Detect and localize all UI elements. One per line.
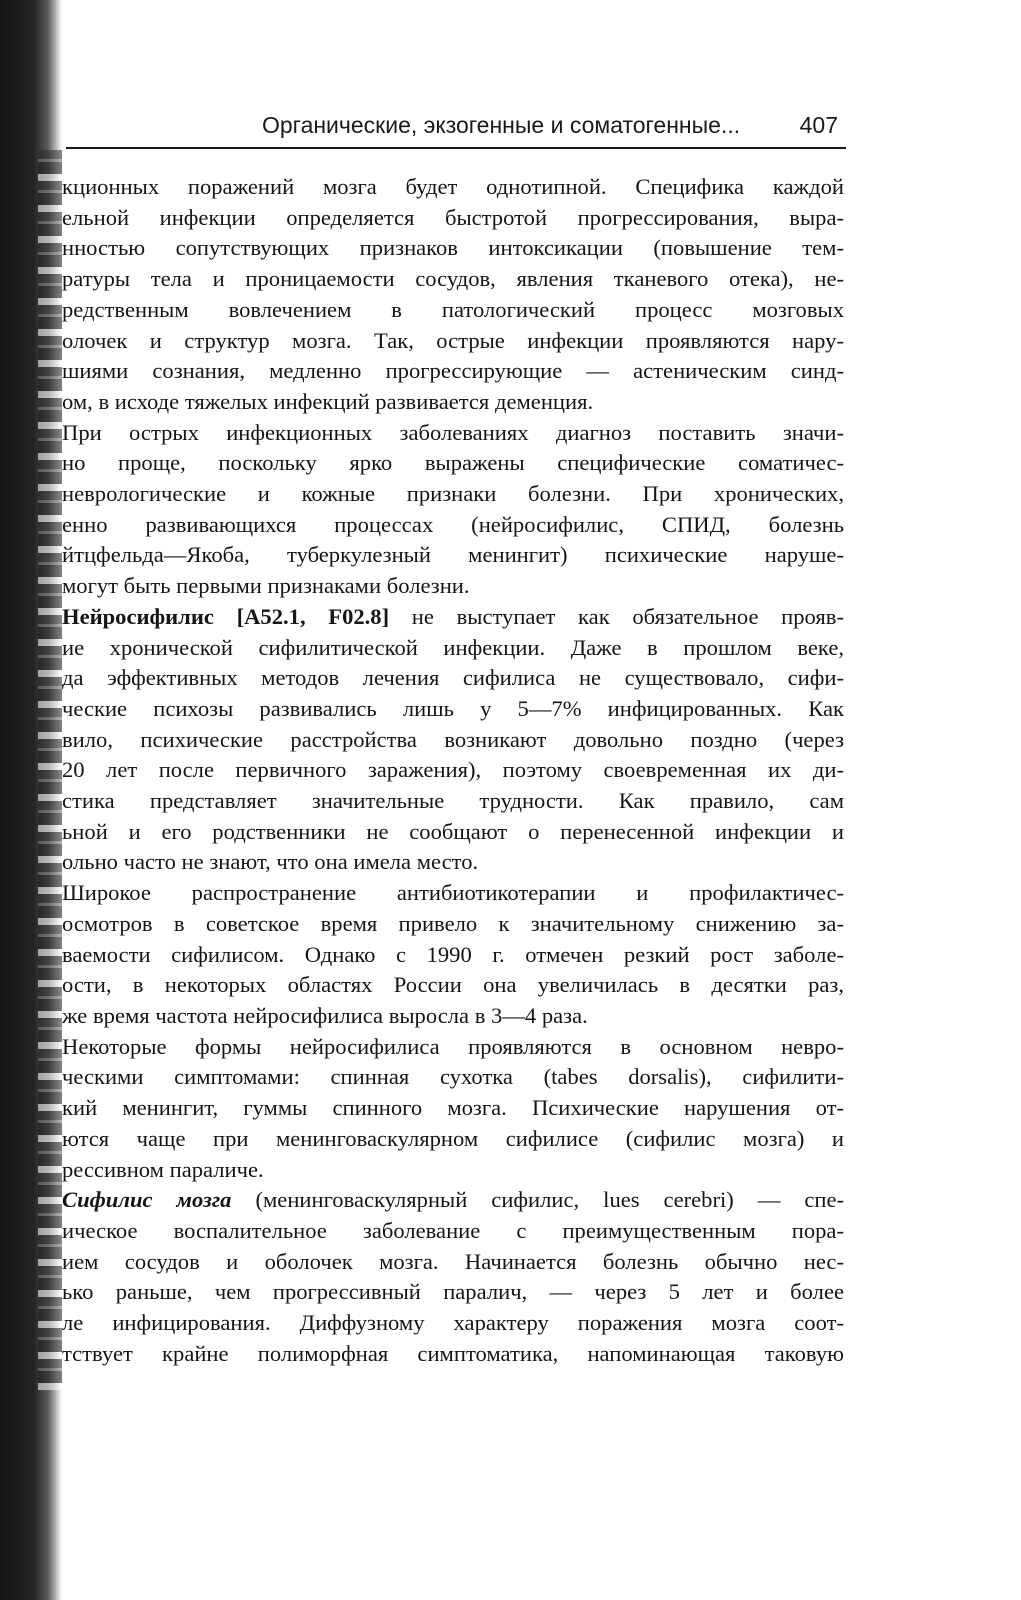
text-line: ьной и его родственники не сообщают о перенесенной инфекции и <box>62 818 844 844</box>
paragraph <box>62 878 844 1032</box>
term-heading-italic: Сифилис мозга <box>62 1187 232 1213</box>
text-line: ратуры тела и проницаемости сосудов, явления тканевого отека), не- <box>62 266 844 292</box>
text-line: ием сосудов и оболочек мозга. Начинается болезнь обычно нес- <box>62 1248 844 1274</box>
text-line: ле инфицирования. Диффузному характеру поражения мозга соот- <box>62 1310 844 1336</box>
text-line: могут быть первыми признаками болезни. <box>62 573 470 599</box>
text-line: осмотров в советское время привело к значительному снижению за- <box>62 910 844 936</box>
paragraph-neurosyphilis <box>62 602 844 878</box>
text-line: ько раньше, чем прогрессивный паралич, — через 5 лет и более <box>62 1279 844 1305</box>
text-line: неврологические и кожные признаки болезни. При хронических, <box>62 481 844 507</box>
text-line: Широкое распространение антибиотикотерапии и профилактичес- <box>62 880 844 906</box>
paragraph <box>62 172 844 418</box>
text-line: При острых инфекционных заболеваниях диагноз поставить значи- <box>62 419 844 445</box>
text-line: вило, психические расстройства возникают довольно поздно (через <box>62 726 844 752</box>
paragraph <box>62 418 844 602</box>
text-line: шиями сознания, медленно прогрессирующие — астеническим синд- <box>62 358 844 384</box>
text-line: енно развивающихся процессах (нейросифилис, СПИД, болезнь <box>62 511 844 537</box>
paragraph-brain-syphilis <box>62 1185 844 1369</box>
text-line: олочек и структур мозга. Так, острые инфекции проявляются нару- <box>62 327 844 353</box>
text-line: 20 лет после первичного заражения), поэтому своевременная их ди- <box>62 757 844 783</box>
text-line: ости, в некоторых областях России она увеличилась в десятки раз, <box>62 972 844 998</box>
text-body <box>62 172 844 1369</box>
text-run: не выступает как обязательное прояв- <box>389 603 844 629</box>
text-line: кционных поражений мозга будет однотипной. Специфика каждой <box>62 174 844 199</box>
text-line: ческие психозы развивались лишь у 5—7% инфицированных. Как <box>62 695 844 721</box>
text-line: кий менингит, гуммы спинного мозга. Психические нарушения от- <box>62 1095 844 1121</box>
text-line: Некоторые формы нейросифилиса проявляются в основном невро- <box>62 1033 844 1059</box>
text-line: редственным вовлечением в патологический процесс мозговых <box>62 296 844 322</box>
text-line: же время частота нейросифилиса выросла в 3—4 раза. <box>62 1002 588 1028</box>
text-line: ческими симптомами: спинная сухотка (tabes dorsalis), сифилити- <box>62 1064 844 1090</box>
text-line: ом, в исходе тяжелых инфекций развивается деменция. <box>62 388 594 414</box>
text-line: тствует крайне полиморфная симптоматика, напоминающая таковую <box>62 1340 844 1366</box>
paragraph <box>62 1032 844 1186</box>
header-rule <box>66 147 846 149</box>
text-line: но проще, поскольку ярко выражены специфические соматичес- <box>62 450 844 476</box>
scan-gutter-noise <box>38 150 62 1390</box>
text-line: ваемости сифилисом. Однако с 1990 г. отмечен резкий рост заболе- <box>62 941 844 967</box>
running-header <box>262 112 846 146</box>
text-line: йтцфельда—Якоба, туберкулезный менингит) психические наруше- <box>62 542 844 568</box>
text-line: ются чаще при менинговаскулярном сифилисе (сифилис мозга) и <box>62 1125 844 1151</box>
text-line: стика представляет значительные трудности. Как правило, сам <box>62 788 844 814</box>
term-heading: Нейросифилис [A52.1, F02.8] <box>62 603 390 629</box>
text-line: ольно часто не знают, что она имела место. <box>62 849 479 875</box>
text-line: да эффективных методов лечения сифилиса не существовало, сифи- <box>62 665 844 691</box>
text-line <box>62 1185 844 1216</box>
text-line: ическое воспалительное заболевание с преимущественным пора- <box>62 1217 844 1243</box>
text-line <box>62 602 844 633</box>
text-line: нностью сопутствующих признаков интоксикации (повышение тем- <box>62 235 844 261</box>
page-number: 407 <box>799 112 838 138</box>
text-line: ие хронической сифилитической инфекции. Даже в прошлом веке, <box>62 634 844 660</box>
term-heading <box>62 1187 231 1212</box>
text-line: ельной инфекции определяется быстротой прогрессирования, выра- <box>62 204 844 230</box>
text-run: (менинговаскулярный сифилис, lues cerebri) — спе- <box>231 1187 844 1213</box>
header-title: Органические, экзогенные и соматогенные... <box>262 112 741 138</box>
text-line: рессивном параличе. <box>62 1156 264 1182</box>
